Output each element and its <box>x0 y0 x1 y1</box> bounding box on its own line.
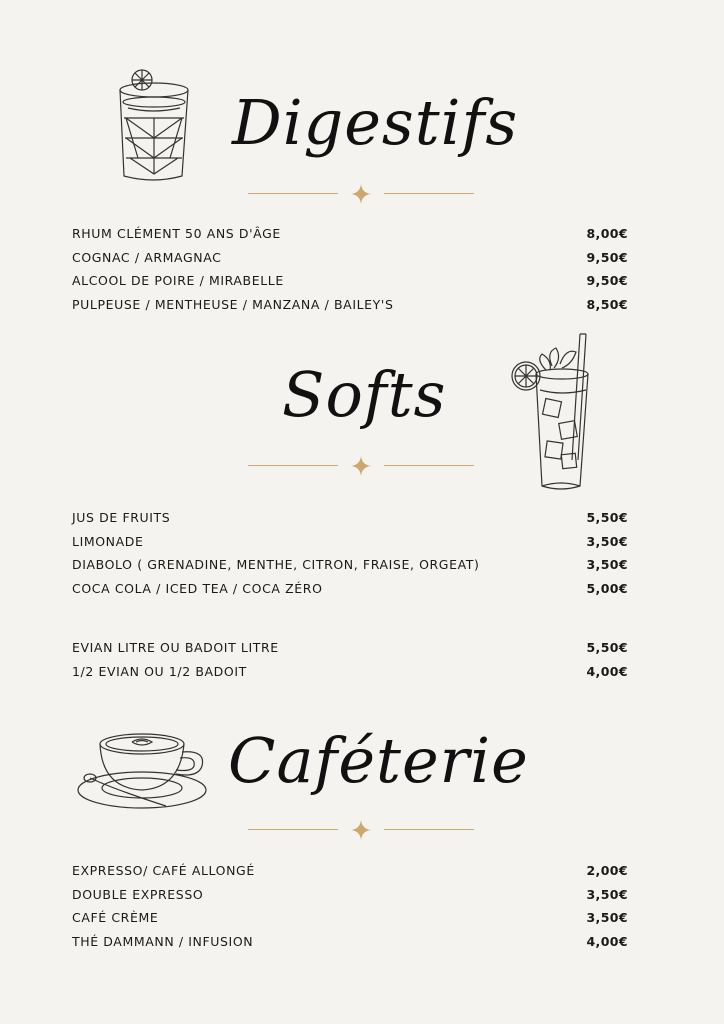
item-name: CAFÉ CRÈME <box>72 910 159 926</box>
item-name: DIABOLO ( GRENADINE, MENTHE, CITRON, FRAISE, ORGEAT) <box>72 557 480 573</box>
list-item <box>72 222 628 246</box>
list-item <box>72 906 628 930</box>
list-item <box>72 246 628 270</box>
item-price: 3,50€ <box>586 910 628 926</box>
section-divider <box>248 456 474 476</box>
list-item <box>72 636 628 660</box>
item-name: COCA COLA / ICED TEA / COCA ZÉRO <box>72 581 323 597</box>
cocktail-glass-icon <box>506 330 606 494</box>
item-price: 4,00€ <box>586 663 628 679</box>
list-item <box>72 530 628 554</box>
list-item <box>72 883 628 907</box>
item-price: 4,00€ <box>586 934 628 950</box>
list-item <box>72 269 628 293</box>
item-name: THÉ DAMMANN / INFUSION <box>72 934 254 950</box>
digestifs-list <box>72 222 628 317</box>
item-price: 3,50€ <box>586 886 628 902</box>
item-price: 5,50€ <box>586 510 628 525</box>
section-divider <box>248 820 474 840</box>
item-price: 8,50€ <box>586 297 628 313</box>
whisky-glass-icon <box>108 68 198 188</box>
water-list <box>72 636 628 683</box>
cafeterie-list <box>72 859 628 954</box>
item-name: JUS DE FRUITS <box>72 510 171 525</box>
item-name: EXPRESSO/ CAFÉ ALLONGÉ <box>72 863 255 878</box>
item-name: LIMONADE <box>72 533 144 549</box>
list-item <box>72 293 628 317</box>
item-price: 5,50€ <box>586 640 628 655</box>
list-item <box>72 506 628 530</box>
item-price: 9,50€ <box>586 249 628 265</box>
item-price: 8,00€ <box>586 226 628 241</box>
item-name: EVIAN LITRE OU BADOIT LITRE <box>72 640 279 655</box>
item-price: 3,50€ <box>586 557 628 573</box>
section-title-digestifs: Digestifs <box>232 86 519 159</box>
list-item <box>72 577 628 601</box>
item-price: 5,00€ <box>586 581 628 597</box>
list-item <box>72 553 628 577</box>
star-divider-icon <box>351 456 371 476</box>
coffee-cup-icon <box>76 728 214 814</box>
item-name: PULPEUSE / MENTHEUSE / MANZANA / BAILEY'S <box>72 297 394 313</box>
star-divider-icon <box>351 184 371 204</box>
item-price: 2,00€ <box>586 863 628 878</box>
item-name: 1/2 EVIAN OU 1/2 BADOIT <box>72 663 247 679</box>
item-price: 9,50€ <box>586 273 628 289</box>
list-item <box>72 660 628 684</box>
list-item <box>72 859 628 883</box>
softs-list <box>72 506 628 601</box>
section-title-softs: Softs <box>282 358 447 431</box>
star-divider-icon <box>351 820 371 840</box>
item-name: ALCOOL DE POIRE / MIRABELLE <box>72 273 284 289</box>
section-divider <box>248 184 474 204</box>
list-item <box>72 930 628 954</box>
item-name: DOUBLE EXPRESSO <box>72 886 204 902</box>
item-name: RHUM CLÉMENT 50 ANS D'ÂGE <box>72 226 281 241</box>
item-name: COGNAC / ARMAGNAC <box>72 249 222 265</box>
item-price: 3,50€ <box>586 533 628 549</box>
section-title-cafeterie: Caféterie <box>228 724 529 797</box>
